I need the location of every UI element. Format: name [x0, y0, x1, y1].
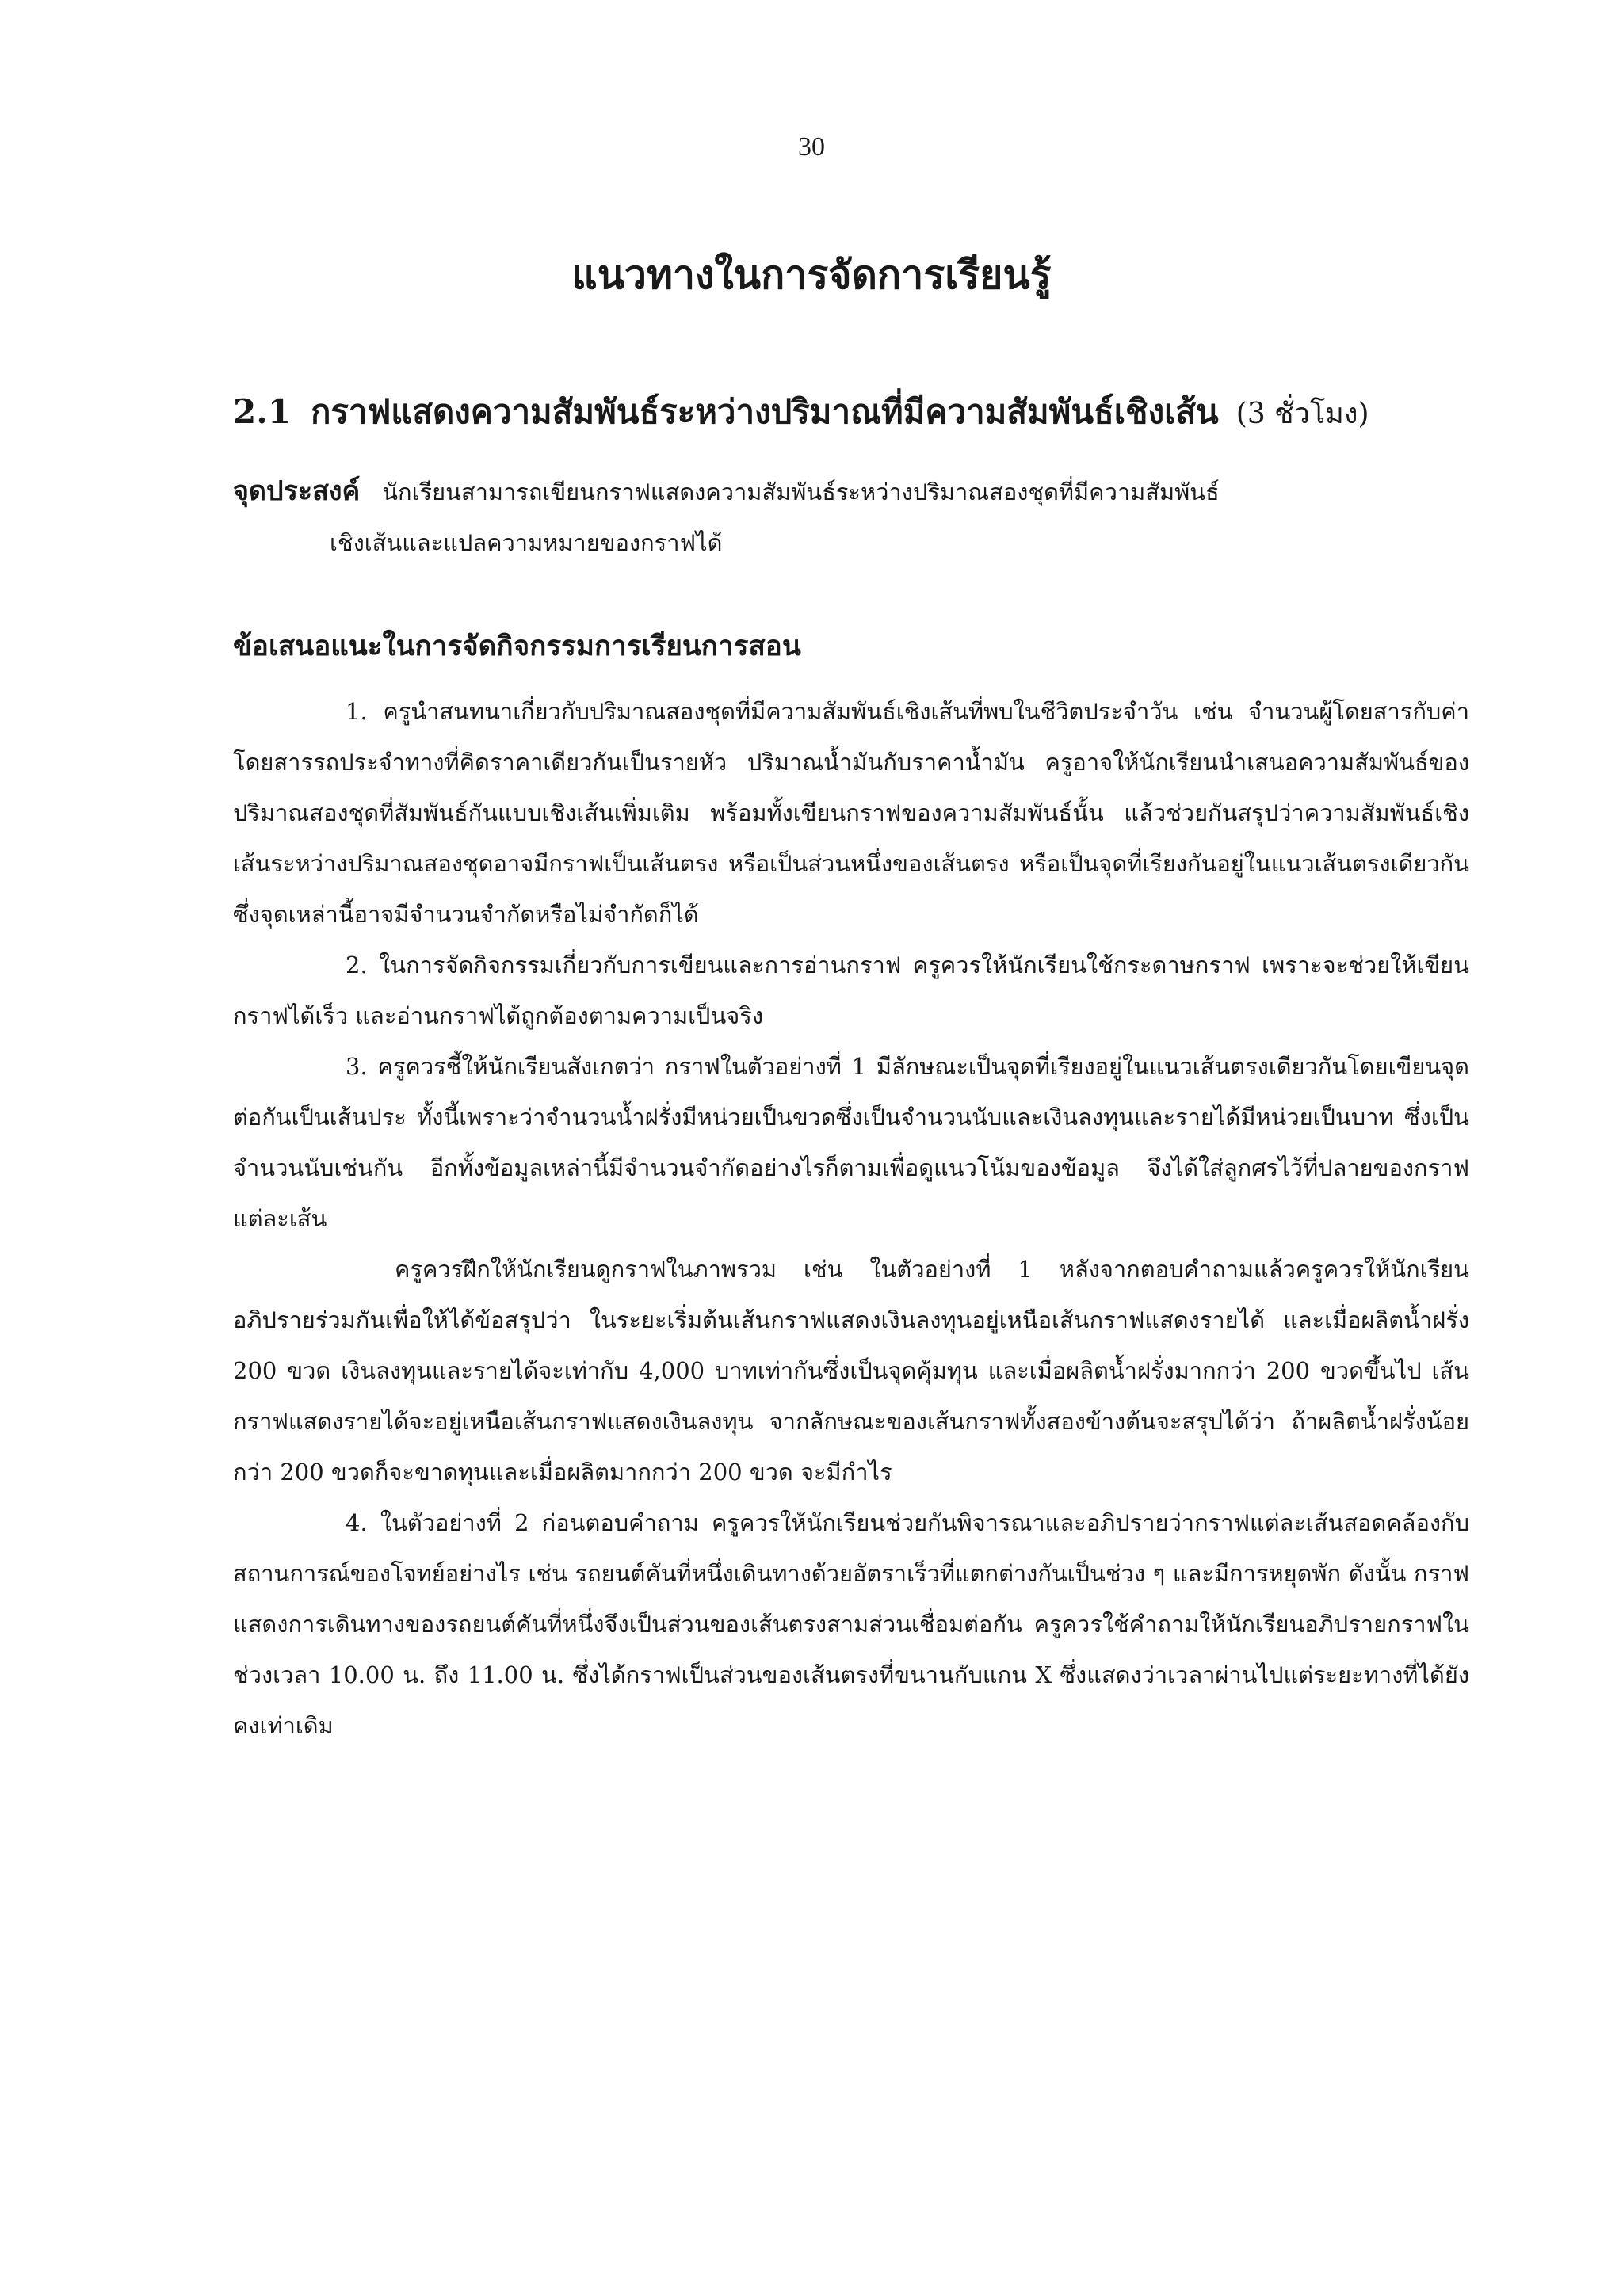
objective-text-line2: เชิงเส้นและแปลความหมายของกราฟได้: [330, 529, 723, 556]
section-number: 2.1: [233, 392, 292, 431]
page-number: 30: [798, 132, 825, 162]
page-title: แนวทางในการจัดการเรียนรู้: [571, 251, 1052, 298]
suggestions-heading: ข้อเสนอแนะในการจัดกิจกรรมการเรียนการสอน: [233, 630, 801, 662]
objective-block: [233, 466, 1469, 568]
section-heading: [233, 388, 1469, 438]
paragraph-3: 3. ครูควรชี้ให้นักเรียนสังเกตว่า กราฟในตัวอย่างที่ 1 มีลักษณะเป็นจุดที่เรียงอยู่ในแนวเส้นตรงเดียวกันโดยเขียนจุดต่อกันเป็นเส้นประ ทั้งนี้เพราะว่าจำนวนน้ำฝรั่งมีหน่วยเป็นขวดซึ่งเป็นจำนวนนับและเงินลงทุนและรายได้มีหน่วยเป็นบาท ซึ่งเป็นจำนวนนับเช่นกัน อีกทั้งข้อมูลเหล่านี้มีจำนวนจำกัดอย่างไรก็ตามเพื่อดูแนวโน้มของข้อมูล จึงได้ใส่ลูกศรไว้ที่ปลายของกราฟแต่ละเส้น: [233, 1053, 1469, 1232]
objective-text-line1: นักเรียนสามารถเขียนกราฟแสดงความสัมพันธ์ระหว่างปริมาณสองชุดที่มีความสัมพันธ์: [382, 479, 1220, 505]
body-text: [233, 686, 1469, 1751]
objective-label: จุดประสงค์: [233, 475, 361, 507]
paragraph-2: 2. ในการจัดกิจกรรมเกี่ยวกับการเขียนและการอ่านกราฟ ครูควรให้นักเรียนใช้กระดาษกราฟ เพราะจะช่วยให้เขียนกราฟได้เร็ว และอ่านกราฟได้ถูกต้องตามความเป็นจริง: [233, 952, 1469, 1029]
paragraph-4: 4. ในตัวอย่างที่ 2 ก่อนตอบคำถาม ครูควรให้นักเรียนช่วยกันพิจารณาและอภิปรายว่ากราฟแต่ละเส้นสอดคล้องกับสถานการณ์ของโจทย์อย่างไร เช่น รถยนต์คันที่หนึ่งเดินทางด้วยอัตราเร็วที่แตกต่างกันเป็นช่วง ๆ และมีการหยุดพัก ดังนั้น กราฟแสดงการเดินทางของรถยนต์คันที่หนึ่งจึงเป็นส่วนของเส้นตรงสามส่วนเชื่อมต่อกัน ครูควรใช้คำถามให้นักเรียนอภิปรายกราฟในช่วงเวลา 10.00 น. ถึง 11.00 น. ซึ่งได้กราฟเป็นส่วนของเส้นตรงที่ขนานกับแกน X ซึ่งแสดงว่าเวลาผ่านไปแต่ระยะทางที่ได้ยังคงเท่าเดิม: [233, 1509, 1469, 1739]
paragraph-3-continued: ครูควรฝึกให้นักเรียนดูกราฟในภาพรวม เช่น ในตัวอย่างที่ 1 หลังจากตอบคำถามแล้วครูควรให้นักเรียนอภิปรายร่วมกันเพื่อให้ได้ข้อสรุปว่า ในระยะเริ่มต้นเส้นกราฟแสดงเงินลงทุนอยู่เหนือเส้นกราฟแสดงรายได้ และเมื่อผลิตน้ำฝรั่ง 200 ขวด เงินลงทุนและรายได้จะเท่ากับ 4,000 บาทเท่ากันซึ่งเป็นจุดคุ้มทุน และเมื่อผลิตน้ำฝรั่งมากกว่า 200 ขวดขึ้นไป เส้นกราฟแสดงรายได้จะอยู่เหนือเส้นกราฟแสดงเงินลงทุน จากลักษณะของเส้นกราฟทั้งสองข้างต้นจะสรุปได้ว่า ถ้าผลิตน้ำฝรั่งน้อยกว่า 200 ขวดก็จะขาดทุนและเมื่อผลิตมากกว่า 200 ขวด จะมีกำไร: [233, 1256, 1469, 1486]
section-hours: (3 ชั่วโมง): [1235, 398, 1369, 430]
section-title: กราฟแสดงความสัมพันธ์ระหว่างปริมาณที่มีความสัมพันธ์เชิงเส้น: [311, 392, 1219, 431]
paragraph-1: 1. ครูนำสนทนาเกี่ยวกับปริมาณสองชุดที่มีความสัมพันธ์เชิงเส้นที่พบในชีวิตประจำวัน เช่น จำนวนผู้โดยสารกับค่าโดยสารรถประจำทางที่คิดราคาเดียวกันเป็นรายหัว ปริมาณน้ำมันกับราคาน้ำมัน ครูอาจให้นักเรียนนำเสนอความสัมพันธ์ของปริมาณสองชุดที่สัมพันธ์กันแบบเชิงเส้นเพิ่มเติม พร้อมทั้งเขียนกราฟของความสัมพันธ์นั้น แล้วช่วยกันสรุปว่าความสัมพันธ์เชิงเส้นระหว่างปริมาณสองชุดอาจมีกราฟเป็นเส้นตรง หรือเป็นส่วนหนึ่งของเส้นตรง หรือเป็นจุดที่เรียงกันอยู่ในแนวเส้นตรงเดียวกันซึ่งจุดเหล่านี้อาจมีจำนวนจำกัดหรือไม่จำกัดก็ได้: [233, 698, 1469, 928]
